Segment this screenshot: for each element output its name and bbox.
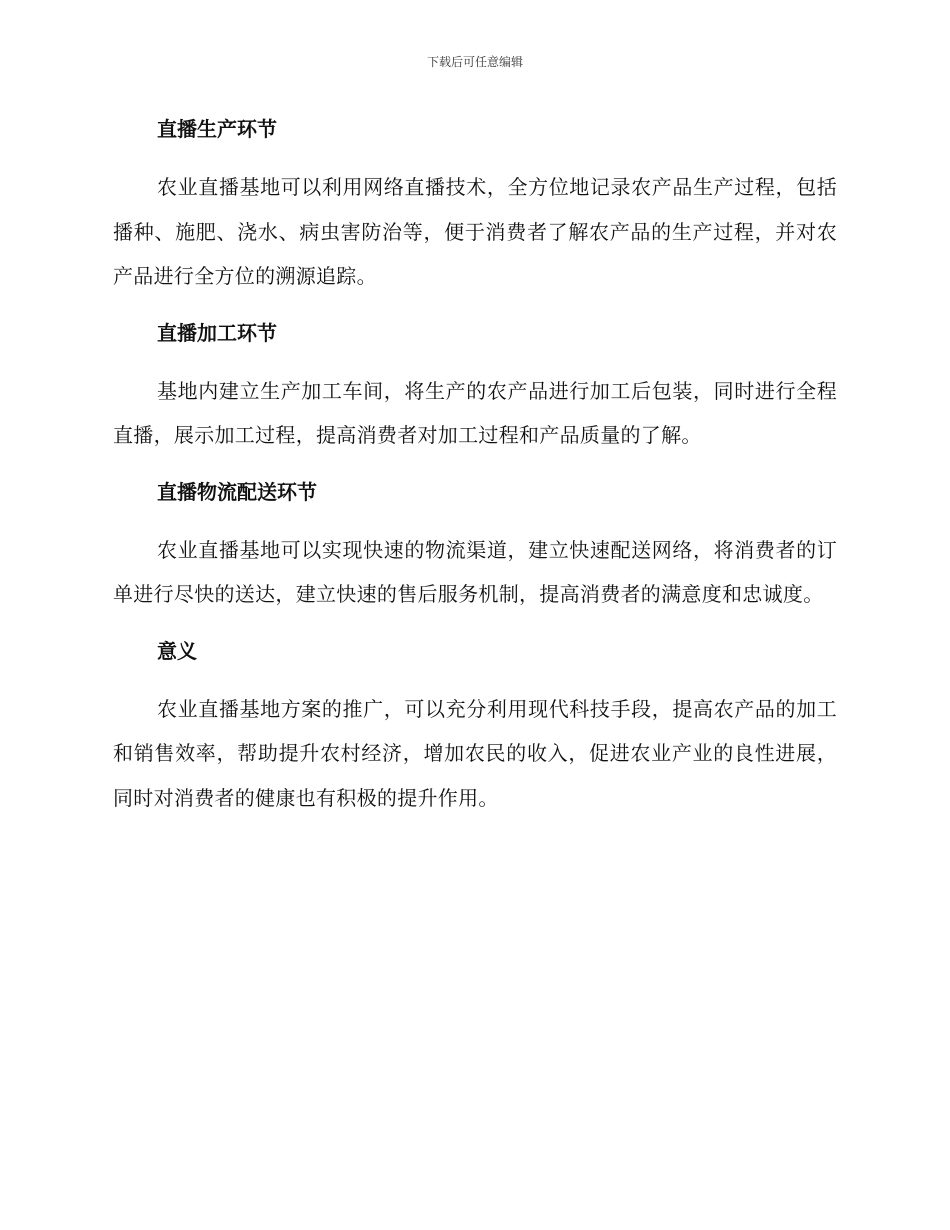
section-paragraph-significance: 农业直播基地方案的推广，可以充分利用现代科技手段，提高农产品的加工和销售效率，帮助提升农村经济，增加农民的收入，促进农业产业的良性进展，同时对消费者的健康也有积极的提升作用。 [113,696,837,810]
section-heading-logistics: 直播物流配送环节 [157,479,317,504]
section-heading-processing: 直播加工环节 [157,320,277,345]
section-paragraph-processing: 基地内建立生产加工车间，将生产的农产品进行加工后包装，同时进行全程直播，展示加工过程，提高消费者对加工过程和产品质量的了解。 [113,378,837,447]
section-paragraph-production: 农业直播基地可以利用网络直播技术，全方位地记录农产品生产过程，包括播种、施肥、浇水、病虫害防治等，便于消费者了解农产品的生产过程，并对农产品进行全方位的溯源追踪。 [113,175,837,288]
section-heading-significance: 意义 [157,638,197,663]
section-heading-production: 直播生产环节 [157,117,277,141]
section-paragraph-logistics: 农业直播基地可以实现快速的物流渠道，建立快速配送网络，将消费者的订单进行尽快的送达，建立快速的售后服务机制，提高消费者的满意度和忠诚度。 [113,537,837,606]
document-body [113,109,837,834]
page-header-note: 下载后可任意编辑 [426,55,523,69]
